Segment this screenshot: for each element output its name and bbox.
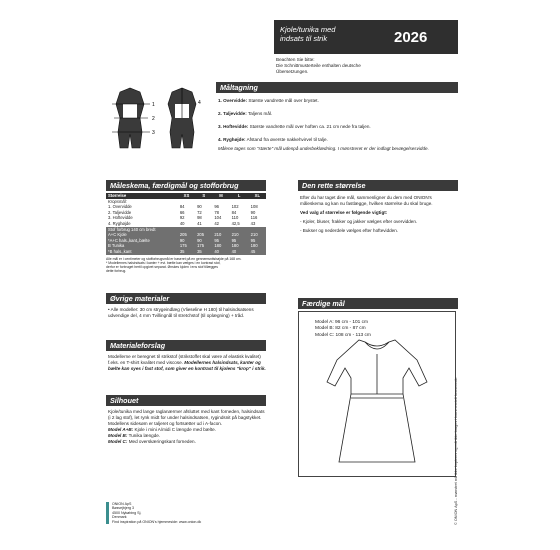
silhouet-header: Silhouet	[106, 395, 266, 406]
figure-label: 4	[198, 100, 201, 106]
cell: 90	[179, 237, 185, 243]
cell: 90	[250, 209, 256, 215]
german-note-line: Beachten Sie bitte:	[276, 57, 315, 62]
pattern-sheet	[106, 20, 458, 532]
copyright-side-text: © ONION ApS - mønstret må ikke kopieres og må ikke bruges i kommercielt henseende	[454, 377, 458, 525]
footer-line: 4500 Nykøbing Sj.	[112, 510, 142, 515]
cell: 95	[250, 237, 256, 243]
german-note-line: Übersetzungen.	[276, 69, 309, 74]
cell: 40	[179, 220, 185, 226]
den-rette-bullet: - Kjoler, bluser, frakker og jakker vælges efter overvidden.	[300, 219, 418, 224]
materialeforslag-body: Modellerne er beregnet til strikstof (strikstoffet skal være af elastisk kvalitet) f.eks. en T-shirt kvalitet med viscose.	[108, 354, 261, 365]
table-footnotes	[106, 257, 266, 274]
row-label: 3. Hoftevidde	[108, 215, 133, 221]
model-label: Model C:	[108, 439, 128, 444]
cell: 78	[214, 209, 220, 215]
column-header: M	[219, 193, 223, 198]
model-label: Model A+B:	[108, 427, 134, 432]
den-rette-bold: Ved valg af størrelse er følgende vigtigt:	[300, 210, 388, 215]
cell: 180	[231, 243, 239, 249]
cell: 90	[197, 237, 202, 243]
footnote: dette forbrug.	[106, 269, 127, 274]
cell: 84	[179, 204, 185, 210]
column-header: Størrelse	[108, 193, 127, 198]
measure-text: Taljens mål.	[247, 111, 273, 116]
cell: 210	[250, 232, 258, 238]
finished-measures	[315, 320, 371, 339]
model-text: Kjole i mini A/midi C længde med bælte.	[134, 427, 216, 432]
ovrige-header: Øvrige materialer	[106, 293, 266, 304]
measure-text: Afstand fra øverste nakkehvirvel til talje.	[246, 137, 328, 142]
footer-line: Find inspiration på ONION's hjemmeside: www.onion.dk	[112, 519, 202, 524]
cell: 180	[250, 243, 258, 249]
row-label: A+C Kjole	[108, 232, 127, 238]
measure-item	[218, 111, 454, 117]
measure-label: 4. Ryghøjde:	[218, 137, 246, 142]
measure-text: Største vandrette mål over hoften ca. 21 cm nede fra taljen.	[249, 124, 371, 129]
column-header: L	[237, 193, 241, 198]
footer	[112, 502, 332, 524]
measure-label: 2. Taljevidde:	[218, 111, 247, 116]
cell: 110	[231, 215, 239, 221]
finished-measure: Model A: 96 cm - 101 cm	[315, 320, 369, 325]
table-subhead: Stof forbrug 140 cm bredt	[108, 226, 156, 232]
table-row	[106, 249, 266, 255]
cell: 175	[179, 243, 187, 249]
footnote: derfor er forbruget hertil opgivet separat. Ønskes kjolen i ens stof tillægges	[106, 264, 218, 269]
title-line-1: Kjole/tunika med	[280, 25, 336, 34]
cell: 98	[197, 215, 202, 221]
cell: 205	[179, 232, 187, 238]
figure-label: 3	[152, 130, 155, 136]
den-rette-text	[300, 195, 454, 234]
body-measurement-figures	[110, 84, 212, 166]
measure-item	[218, 124, 454, 130]
size-table	[106, 193, 266, 273]
table-subhead: Kropsmål:	[108, 198, 127, 204]
row-label: 2. Taljevidde	[108, 209, 132, 215]
title-line-2: indsats til strik	[280, 34, 328, 43]
cell: 40	[231, 248, 237, 254]
footnote: * Modellernes halsindsats i kanter + evt. bælte kan vælges i en kontrast stof,	[106, 260, 221, 265]
cell: 40	[214, 248, 220, 254]
row-label: 1. Overvidde	[108, 204, 132, 210]
ovrige-text: • Alle modeller: 30 cm strygeindlæg (Vlieseline H 180) til halsindsatsens udvendige del, 4 mm Tvillingnål til stretchstof (til oplægning) + tråd.	[108, 307, 254, 318]
cell: 210	[214, 232, 222, 238]
finished-measure: Model B: 82 cm - 87 cm	[315, 326, 366, 332]
cell: 35	[179, 248, 185, 254]
cell: 175	[197, 243, 205, 249]
maaltagning-header: Måltagning	[216, 82, 458, 93]
row-label: *B hals.,kant	[108, 248, 132, 254]
cell: 95	[231, 237, 237, 243]
cell: 102	[231, 204, 239, 210]
footnote: Alle mål er i centimeter og stofforbrugsmål er baseret på en gennemsnitshøjde på 168 cm.	[106, 256, 242, 261]
measure-note: Målene tages som "stærte" mål udenpå underbeklædning. I mønstreret er der indlagt bevægelsesvidde.	[218, 146, 429, 151]
footer-line: Denmark	[112, 515, 127, 520]
measure-item	[218, 98, 454, 104]
cell: 104	[214, 215, 222, 221]
measure-item	[218, 137, 454, 143]
figure-label: 2	[152, 116, 155, 122]
column-header: XS	[183, 193, 190, 198]
german-note-line: Die Schnittmusterteile enthalten deutsche	[276, 63, 361, 68]
cell: 41	[197, 220, 202, 226]
footer-line: ONION ApS	[112, 502, 132, 506]
cell: 35	[197, 248, 202, 254]
cell: 45	[250, 248, 256, 254]
cell: 210	[231, 232, 239, 238]
silhouet-body: Kjole/tunika med lange raglanærmer afsluttet med kant forneden, halsindsats (i 2 lag stof), let rynk midt for under halsindsatsen, rygindsnit på bagstykket. Modellens sidesøm er taljeret og fortsætter ud i A-facon.	[108, 409, 265, 426]
measure-label: 1. Overvidde:	[218, 98, 248, 103]
cell: 72	[197, 209, 202, 215]
row-label: B Tunika	[108, 243, 125, 249]
den-rette-body: Efter du har taget dine mål, sammenligner du dem med ONION's måleskema og kan nu fastlægge, hvilken størrelse du skal bruge.	[300, 195, 433, 206]
materialeforslag-header: Materialeforslag	[106, 340, 266, 351]
model-text: Tunika længde.	[128, 433, 161, 438]
cell: 84	[231, 209, 237, 215]
measure-label: 3. Hoftevidde:	[218, 124, 249, 129]
faerdige-header: Færdige mål	[298, 298, 458, 309]
model-text: Med overskæringskant forneden.	[128, 439, 196, 444]
cell: 95	[214, 237, 220, 243]
column-header: S	[202, 193, 206, 198]
cell: 108	[250, 204, 258, 210]
german-note	[276, 57, 456, 75]
cell: 66	[179, 209, 185, 215]
row-label: 4. Ryghøjde	[108, 220, 131, 226]
cell: 90	[197, 204, 202, 210]
maaltagning-list	[218, 98, 454, 152]
cell: 116	[250, 215, 258, 221]
maaleskema-header: Måleskema, færdigmål og stofforbrug	[106, 180, 266, 191]
model-label: Model B:	[108, 433, 128, 438]
footer-line: Bøsvejbjerg 3	[112, 506, 134, 511]
cell: 96	[214, 204, 220, 210]
silhouet-text	[108, 409, 266, 445]
pattern-number: 2026	[394, 29, 428, 46]
materialeforslag-bold: Modellernes halsindsats, kanter og bælte kan syes i fast stof, som giver en kontrast til kjolens "krop" i strik.	[108, 360, 266, 371]
den-rette-header: Den rette størrelse	[298, 180, 458, 191]
finished-measure: Model C: 108 cm - 113 cm	[315, 332, 371, 338]
den-rette-bullet: - Bukser og nederdele vælges efter hoftevidden.	[300, 228, 399, 233]
model-line	[108, 439, 266, 445]
materialeforslag-text	[108, 354, 266, 372]
cell: 43	[250, 220, 256, 226]
measure-text: Største vandrette mål over brystet.	[248, 98, 319, 103]
cell: 180	[214, 243, 222, 249]
cell: 42,5	[231, 220, 240, 226]
column-header: XL	[254, 193, 261, 198]
cell: 42	[214, 220, 220, 226]
row-label: *A+C hals.,kant,,bælte	[108, 237, 150, 243]
size-table-grid	[106, 193, 266, 255]
footer-accent	[106, 502, 109, 524]
cell: 92	[179, 215, 185, 221]
dress-illustration-frame	[298, 311, 456, 477]
figure-label: 1	[152, 102, 155, 108]
title-block	[274, 20, 458, 54]
cell: 205	[197, 232, 205, 238]
